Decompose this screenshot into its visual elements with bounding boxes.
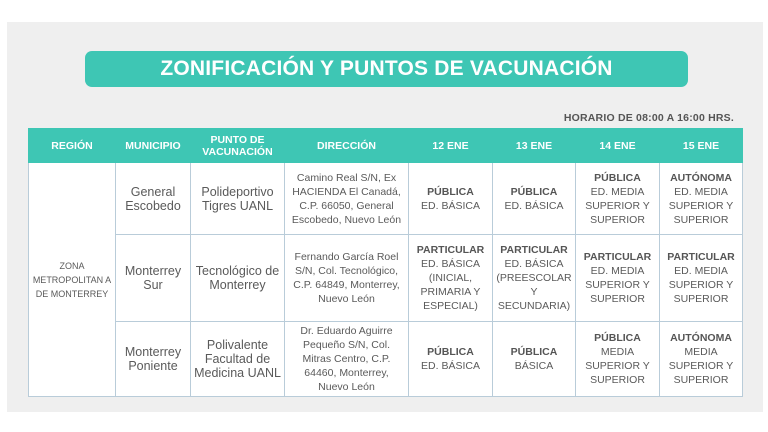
type-label: PÚBLICA bbox=[594, 332, 641, 344]
day-cell-13 bbox=[493, 322, 576, 397]
page-title: ZONIFICACIÓN Y PUNTOS DE VACUNACIÓN bbox=[85, 51, 688, 87]
day-cell-14 bbox=[576, 235, 660, 322]
detail-label: ED. MEDIA SUPERIOR Y SUPERIOR bbox=[585, 185, 650, 226]
header-region: REGIÓN bbox=[29, 129, 116, 163]
vaccination-table bbox=[28, 128, 743, 397]
type-label: PÚBLICA bbox=[594, 171, 641, 184]
municipio-cell: General Escobedo bbox=[116, 163, 191, 235]
detail-label: ED. BÁSICA (PREESCOLAR Y SECUNDARIA) bbox=[496, 258, 572, 312]
municipio-cell: Monterrey Poniente bbox=[116, 322, 191, 397]
detail-label: BÁSICA bbox=[514, 360, 554, 372]
direccion-cell: Fernando García Roel S/N, Col. Tecnológico, C.P. 64849, Monterrey, Nuevo León bbox=[285, 235, 409, 322]
detail-label: ED. BÁSICA bbox=[504, 199, 564, 212]
detail-label: ED. MEDIA SUPERIOR Y SUPERIOR bbox=[585, 265, 650, 305]
table-row bbox=[29, 235, 743, 322]
schedule-note: HORARIO DE 08:00 A 16:00 HRS. bbox=[563, 112, 734, 124]
punto-cell: Tecnológico de Monterrey bbox=[191, 235, 285, 322]
detail-label: MEDIA SUPERIOR Y SUPERIOR bbox=[668, 346, 734, 386]
detail-label: ED. MEDIA SUPERIOR Y SUPERIOR bbox=[668, 265, 734, 305]
direccion-cell: Camino Real S/N, Ex HACIENDA El Canadá, C.P. 66050, General Escobedo, Nuevo León bbox=[285, 163, 409, 235]
detail-label: ED. BÁSICA bbox=[421, 360, 480, 372]
header-13-ene: 13 ENE bbox=[493, 129, 576, 163]
day-cell-12 bbox=[409, 235, 493, 322]
punto-cell: Polideportivo Tigres UANL bbox=[191, 163, 285, 235]
header-municipio: MUNICIPIO bbox=[116, 129, 191, 163]
detail-label: MEDIA SUPERIOR Y SUPERIOR bbox=[585, 346, 650, 386]
table-row bbox=[29, 163, 743, 235]
type-label: AUTÓNOMA bbox=[670, 171, 732, 184]
top-margin bbox=[0, 0, 768, 20]
header-15-ene: 15 ENE bbox=[660, 129, 743, 163]
type-label: PARTICULAR bbox=[583, 251, 652, 263]
header-12-ene: 12 ENE bbox=[409, 129, 493, 163]
type-label: PÚBLICA bbox=[427, 346, 474, 358]
day-cell-14 bbox=[576, 163, 660, 235]
punto-cell: Polivalente Facultad de Medicina UANL bbox=[191, 322, 285, 397]
table-header-row bbox=[29, 129, 743, 163]
day-cell-15 bbox=[660, 163, 743, 235]
day-cell-13 bbox=[493, 235, 576, 322]
type-label: PARTICULAR bbox=[667, 251, 735, 263]
day-cell-13 bbox=[493, 163, 576, 235]
day-cell-14 bbox=[576, 322, 660, 397]
type-label: PÚBLICA bbox=[510, 185, 558, 198]
municipio-cell: Monterrey Sur bbox=[116, 235, 191, 322]
table-row bbox=[29, 322, 743, 397]
type-label: PARTICULAR bbox=[416, 244, 485, 256]
type-label: PÚBLICA bbox=[427, 185, 474, 198]
type-label: PARTICULAR bbox=[500, 244, 568, 256]
day-cell-15 bbox=[660, 235, 743, 322]
detail-label: ED. MEDIA SUPERIOR Y SUPERIOR bbox=[668, 185, 734, 226]
day-cell-15 bbox=[660, 322, 743, 397]
region-cell: ZONA METROPOLITAN A DE MONTERREY bbox=[29, 163, 116, 397]
detail-label: ED. BÁSICA (INICIAL, PRIMARIA Y ESPECIAL) bbox=[420, 258, 481, 312]
detail-label: ED. BÁSICA bbox=[421, 199, 480, 212]
header-direccion: DIRECCIÓN bbox=[285, 129, 409, 163]
header-punto: PUNTO DE VACUNACIÓN bbox=[191, 129, 285, 163]
header-14-ene: 14 ENE bbox=[576, 129, 660, 163]
type-label: AUTÓNOMA bbox=[670, 332, 732, 344]
day-cell-12 bbox=[409, 322, 493, 397]
type-label: PÚBLICA bbox=[510, 346, 558, 358]
direccion-cell: Dr. Eduardo Aguirre Pequeño S/N, Col. Mitras Centro, C.P. 64460, Monterrey, Nuevo León bbox=[285, 322, 409, 397]
day-cell-12 bbox=[409, 163, 493, 235]
